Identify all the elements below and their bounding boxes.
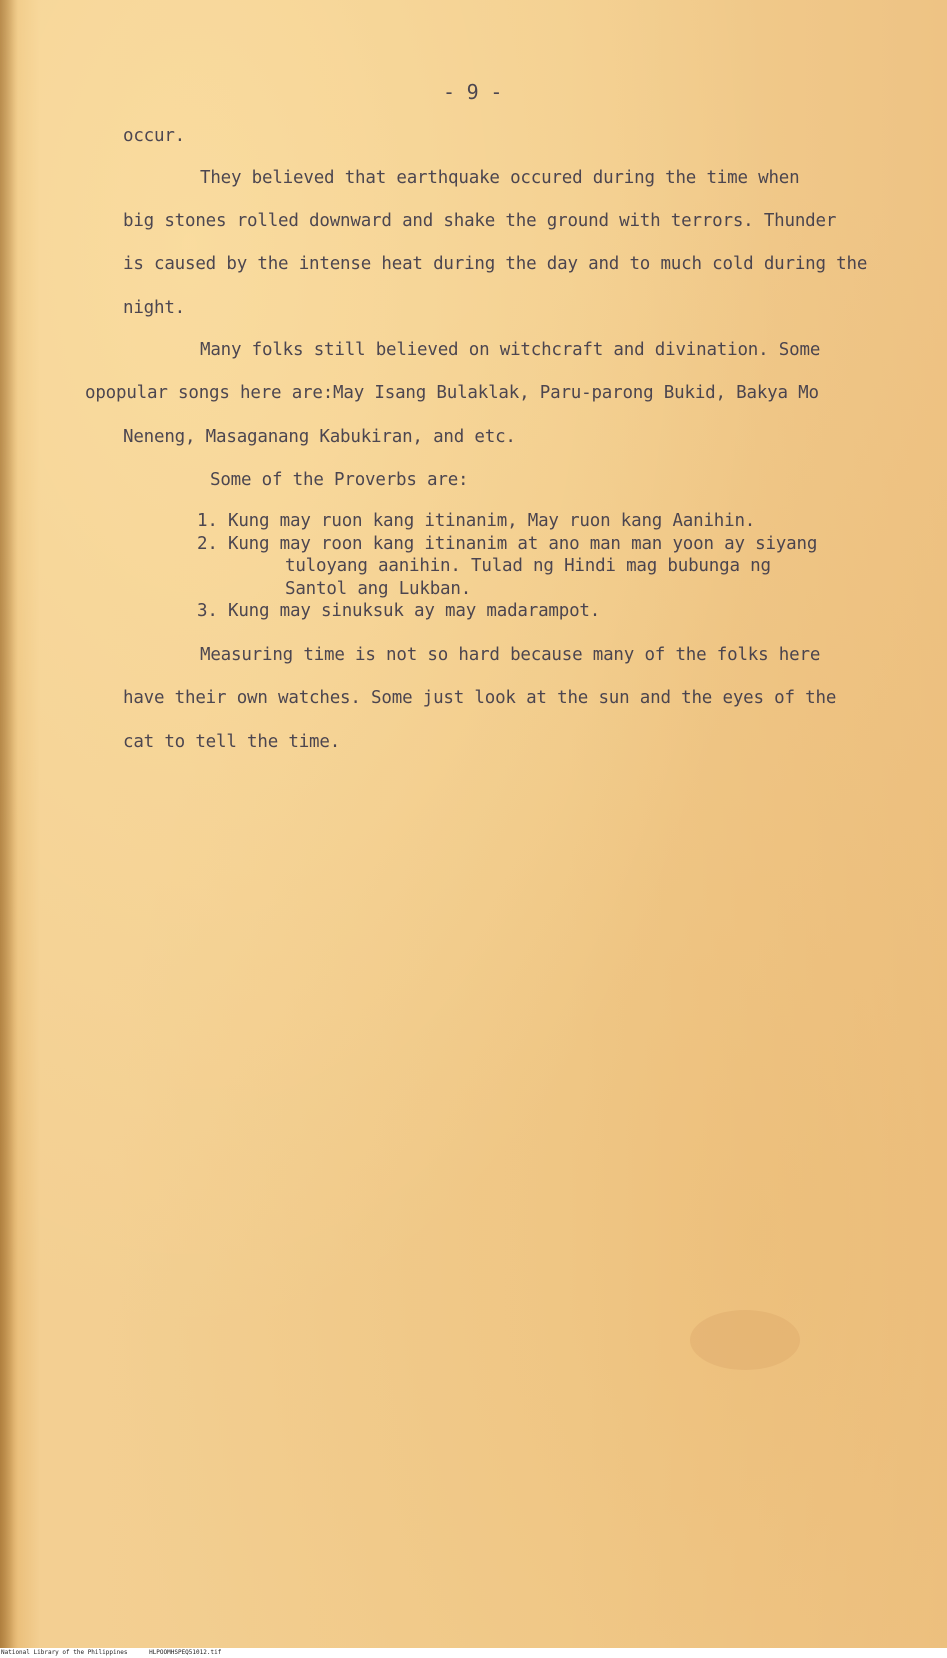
text-line: They believed that earthquake occured during the time when [200,168,800,188]
text-line: opopular songs here are:May Isang Bulaklak, Paru-parong Bukid, Bakya Mo [85,383,819,403]
page-number: - 9 - [443,80,503,104]
text-line: Measuring time is not so hard because many of the folks here [200,645,821,665]
text-line: big stones rolled downward and shake the ground with terrors. Thunder [123,211,837,231]
proverb-item-continued: tuloyang aanihin. Tulad ng Hindi mag bubunga ng [285,556,771,576]
footer-library: National Library of the Philippines [1,1649,128,1656]
text-line: Neneng, Masaganang Kabukiran, and etc. [123,427,516,447]
footer-file: HLPOOMHSPEQ51012.tif [149,1649,222,1656]
proverb-item-continued: Santol ang Lukban. [285,579,472,599]
proverb-item: 1. Kung may ruon kang itinanim, May ruon kang Aanihin. [197,511,756,531]
proverbs-heading: Some of the Proverbs are: [210,470,469,490]
text-line: have their own watches. Some just look at the sun and the eyes of the [123,688,837,708]
text-line: Many folks still believed on witchcraft and divination. Some [200,340,821,360]
text-line: night. [123,298,186,318]
text-line: is caused by the intense heat during the day and to much cold during the [123,254,868,274]
proverb-item: 2. Kung may roon kang itinanim at ano man man yoon ay siyang [197,534,818,554]
text-line: occur. [123,126,186,146]
scan-footer [0,1648,947,1658]
proverb-item: 3. Kung may sinuksuk ay may madarampot. [197,601,601,621]
paper-stain [690,1310,800,1370]
text-line: cat to tell the time. [123,732,341,752]
page-edge-shadow [0,0,18,1648]
